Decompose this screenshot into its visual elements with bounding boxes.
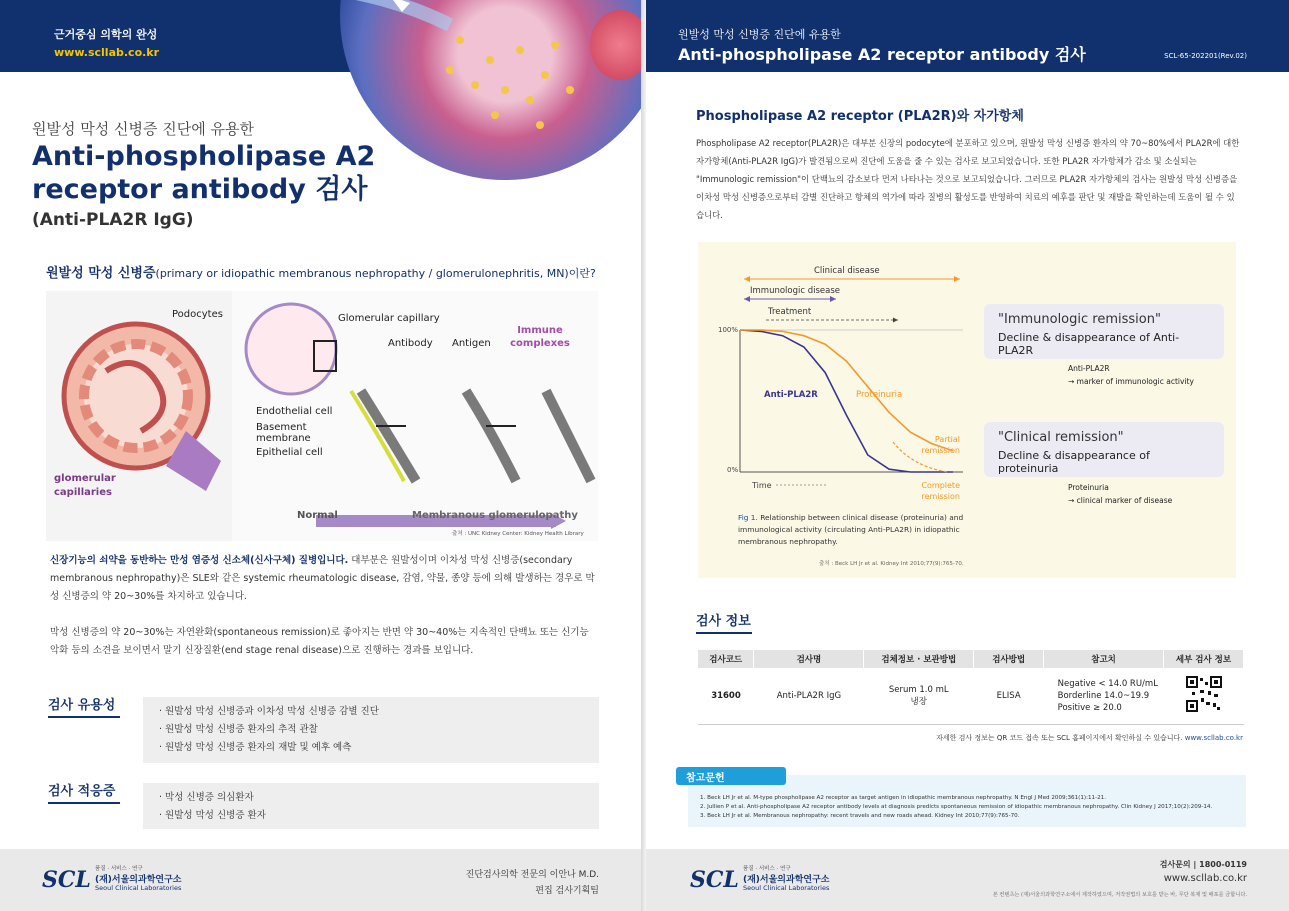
footer-author-2: 편집 검사기획팀	[535, 886, 599, 896]
reference-item: 2. Jullien P et al. Anti-phospholipase A2 receptor antibody levels at diagnosis predicts spontaneous remission of idiopathic membranous nephropathy. Clin Kidney J 2017;10(2):209-14.	[700, 804, 1213, 810]
cell-reference	[1044, 668, 1164, 724]
cell-ref-borderline: Borderline 14.0~19.9	[1057, 690, 1150, 701]
label-epithelial: Epithelial cell	[256, 447, 323, 458]
figure-source: 출처 : UNC Kidney Center: Kidney Health Library	[452, 531, 584, 537]
label-podocytes: Podocytes	[172, 309, 223, 320]
immunologic-note	[1068, 362, 1194, 388]
chart-label-complete: Complete remission	[921, 481, 960, 501]
th-name: 검사명	[754, 650, 864, 668]
clinical-remission-title: "Clinical remission"	[998, 430, 1124, 445]
immunologic-note-2: → marker of immunologic activity	[1068, 377, 1194, 386]
cell-method: ELISA	[974, 668, 1044, 724]
chart-caption	[738, 512, 968, 548]
footer-small-tag: 품질 · 서비스 · 연구	[743, 866, 791, 872]
clinical-remission-box	[984, 422, 1224, 477]
test-info-note-text: 자세한 검사 정보는 QR 코드 접속 또는 SCL 홈페이지에서 확인하실 수 있습니다.	[936, 734, 1183, 742]
label-glomerular-capillary: Glomerular capillary	[338, 313, 440, 324]
th-code: 검사코드	[698, 650, 754, 668]
chart-label-anti-pla2r: Anti-PLA2R	[764, 390, 818, 400]
doc-title-paren: (Anti-PLA2R IgG)	[32, 210, 194, 230]
immunologic-remission-desc: Decline & disappearance of Anti-PLA2R	[998, 331, 1180, 357]
footer-org-ko: (재)서울의과학연구소	[95, 875, 182, 885]
cell-code: 31600	[698, 668, 754, 724]
footer-inquiry: 검사문의 | 1800-0119	[1159, 860, 1247, 869]
label-antigen: Antigen	[452, 338, 491, 349]
right-header-sub: 원발성 막성 신병증 진단에 유용한	[678, 28, 841, 41]
footer-org-ko: (재)서울의과학연구소	[743, 875, 830, 885]
immunologic-note-1: Anti-PLA2R	[1068, 364, 1110, 373]
footer-copyright: 본 컨텐츠는 (재)서울의과학연구소에서 제작하였으며, 저작권법의 보호를 받는 바, 무단 복제 및 배포를 금합니다.	[992, 892, 1247, 898]
mn-description-bold: 신장기능의 쇠약을 동반하는 만성 염증성 신소체(신사구체) 질병입니다.	[50, 555, 349, 566]
th-detail: 세부 검사 정보	[1164, 650, 1244, 668]
th-method: 검사방법	[974, 650, 1044, 668]
header-tagline: 근거중심 의학의 완성	[54, 28, 158, 41]
table-row	[698, 668, 1244, 724]
pla2r-section-title: Phospholipase A2 receptor (PLA2R)와 자가항체	[696, 109, 1024, 124]
label-membranous: Membranous glomerulopathy	[412, 510, 578, 521]
clinical-note	[1068, 481, 1172, 507]
mn-description-para	[50, 552, 598, 606]
test-info-table	[698, 650, 1244, 725]
chart-y-0: 0%	[727, 466, 739, 474]
right-header-title: Anti-phospholipase A2 receptor antibody 검사	[678, 45, 1086, 64]
section-mn-title-ko: 원발성 막성 신병증	[46, 266, 156, 281]
immunologic-remission-title: "Immunologic remission"	[998, 312, 1161, 327]
cell-specimen-2: 냉장	[910, 696, 927, 707]
usefulness-title: 검사 유용성	[48, 694, 120, 718]
test-info-note-url[interactable]: www.scllab.co.kr	[1184, 734, 1243, 742]
test-info-note	[936, 733, 1243, 743]
usefulness-list	[143, 697, 599, 763]
reference-item: 3. Beck LH Jr et al. Membranous nephropathy: recent travels and new roads ahead. Kidney Int 2010;77(9):765-70.	[700, 813, 1020, 819]
indication-list	[143, 783, 599, 829]
cell-name: Anti-PLA2R IgG	[754, 668, 864, 724]
clinical-note-2: → clinical marker of disease	[1068, 496, 1173, 505]
chart-caption-text: Relationship between clinical disease (proteinuria) and immunological activity (circulating Anti-PLA2R) in idiopathic membranous nephropathy.	[738, 513, 964, 546]
scl-logo: SCL	[690, 867, 739, 893]
label-normal: Normal	[297, 510, 338, 521]
right-footer	[646, 849, 1289, 911]
indication-title: 검사 적응증	[48, 780, 120, 804]
scl-logo: SCL	[42, 867, 91, 893]
footer-small-tag: 품질 · 서비스 · 연구	[95, 866, 143, 872]
title-line-1: Anti-phospholipase A2	[32, 141, 376, 172]
cell-ref-positive: Positive ≥ 20.0	[1057, 702, 1122, 713]
immunologic-remission-box	[984, 304, 1224, 359]
footer-org-en: Seoul Clinical Laboratories	[95, 884, 182, 892]
references-list	[700, 794, 1240, 821]
qr-code-icon[interactable]	[1186, 676, 1222, 712]
vessel-end-illustration	[590, 10, 641, 80]
pla2r-section-body: Phospholipase A2 receptor(PLA2R)은 대부분 신장의 podocyte에 분포하고 있으며, 원발성 막성 신병증 환자의 약 70~80%에서 PLA2R에 대한 자가항체(Anti-PLA2R IgG)가 발견됨으로써 진단에 도움을 줄 수 있는 검사로 보고되었습니다. 또한 PLA2R 자가항체가 감소 및 소실되는 "Immunologic remission"이 단백뇨의 감소보다 먼저 나타나는 것으로 보고되었습니다. 그러므로 PLA2R 자가항체의 검사는 원발성 막성 신병증을 이차성 막성 신병증으로부터 감별 진단하고 항체의 역가에 따라 질병의 활성도를 반영하여 치료의 예후를 판단 및 재발을 확인하는데 도움이 될 수 있습니다.	[696, 138, 1240, 220]
th-specimen: 검체정보 · 보관방법	[864, 650, 974, 668]
chart-y-100: 100%	[718, 326, 739, 334]
chart-source: 출처 : Beck LH Jr et al. Kidney Int 2010;77(9):765-70.	[819, 561, 964, 567]
chart-treatment: Treatment	[768, 307, 812, 317]
label-glomerular-capillaries: glomerular capillaries	[54, 473, 116, 498]
test-info-title: 검사 정보	[696, 610, 752, 634]
label-endothelial: Endothelial cell	[256, 406, 333, 417]
chart-clinical-disease: Clinical disease	[814, 266, 880, 276]
section-mn-title-en: (primary or idiopathic membranous nephropathy / glomerulonephritis, MN)이란?	[155, 267, 596, 280]
cell-specimen	[864, 668, 974, 724]
cell-ref-negative: Negative < 14.0 RU/mL	[1057, 678, 1158, 689]
mn-course-para: 막성 신병증의 약 20~30%는 자연완화(spontaneous remission)로 좋아지는 반면 약 30~40%는 지속적인 단백뇨 또는 신기능 악화 등의 소견을 보이면서 말기 신장질환(end stage renal disease)으로 진행하는 경과를 보입니다.	[50, 627, 589, 656]
usefulness-item: · 원발성 막성 신병증 환자의 추적 관찰	[159, 724, 318, 735]
chart-immunologic-disease: Immunologic disease	[750, 286, 841, 296]
footer-author-1: 진단검사의학 전문의 이안나 M.D.	[465, 870, 599, 880]
mn-description-rest: 대부분은 원발성이며 이차성 막성 신병증(secondary membranous nephropathy)은 SLE와 같은 systemic rheumatologic disease, 감염, 약물, 종양 등에 의해 발생하는 경우로 막성 신병증의 약 20~30%를 차지하고 있습니다.	[50, 555, 595, 602]
indication-item: · 막성 신병증 의심환자	[159, 792, 254, 803]
references-tab: 참고문헌	[676, 767, 786, 785]
doc-title	[32, 140, 452, 206]
indication-item: · 원발성 막성 신병증 환자	[159, 810, 266, 821]
clinical-remission-desc: Decline & disappearance of proteinuria	[998, 449, 1150, 475]
right-page	[646, 0, 1289, 911]
label-basement: Basement membrane	[256, 422, 311, 444]
chart-label-proteinuria: Proteinuria	[856, 390, 903, 400]
footer-url[interactable]: www.scllab.co.kr	[1163, 873, 1247, 884]
reference-item: 1. Beck LH Jr et al. M-type phospholipase A2 receptor as target antigen in idiopathic membranous nephropathy. N Engl J Med 2009;361(1):11-21.	[700, 795, 1107, 801]
left-footer	[0, 849, 641, 911]
section-mn-title	[46, 262, 596, 281]
clinical-note-1: Proteinuria	[1068, 483, 1109, 492]
usefulness-item: · 원발성 막성 신병증과 이차성 막성 신병증 감별 진단	[159, 706, 379, 717]
label-immune-complexes: Immune complexes	[510, 325, 570, 349]
title-line-2: receptor antibody 검사	[32, 174, 368, 205]
chart-x-time: Time	[752, 481, 772, 490]
chart-fig-label: Fig 1.	[738, 513, 758, 522]
test-info-header-row	[698, 650, 1244, 668]
doc-code: SCL-65-202201(Rev.02)	[1164, 52, 1247, 60]
cell-qr	[1164, 668, 1244, 724]
usefulness-item: · 원발성 막성 신병증 환자의 재발 및 예후 예측	[159, 742, 352, 753]
cell-specimen-1: Serum 1.0 mL	[888, 684, 949, 695]
doc-subtitle: 원발성 막성 신병증 진단에 유용한	[32, 120, 254, 138]
left-page	[0, 0, 641, 911]
label-antibody: Antibody	[388, 338, 433, 349]
footer-org-en: Seoul Clinical Laboratories	[743, 884, 830, 892]
th-reference: 참고치	[1044, 650, 1164, 668]
header-url[interactable]: www.scllab.co.kr	[54, 46, 160, 59]
chart-label-partial: Partial remission	[921, 435, 960, 455]
